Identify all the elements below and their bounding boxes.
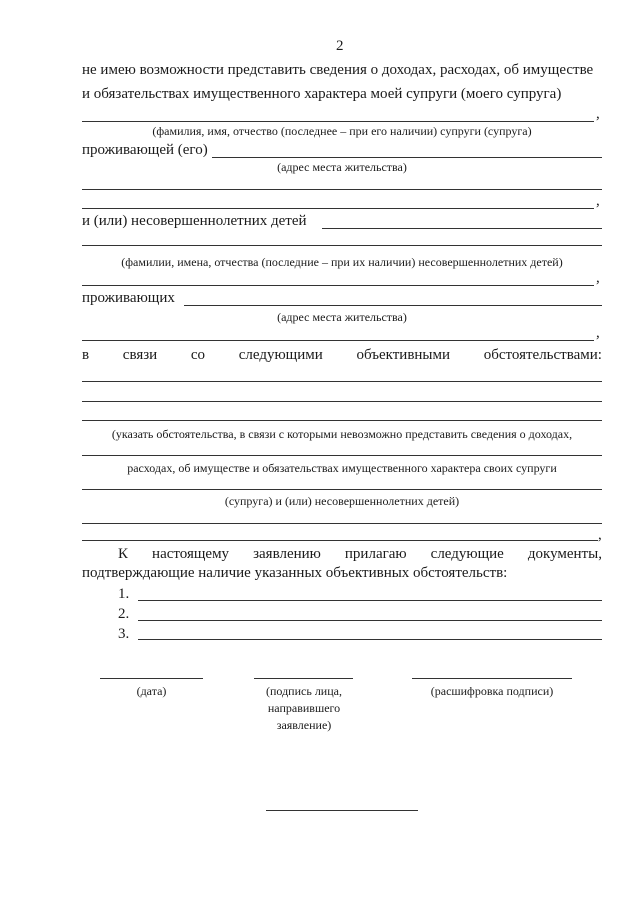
paragraph-line-2: и обязательствах имущественного характера моей супруги (моего супруга) [82,86,562,102]
blank-line [82,401,602,402]
blank-line [82,245,602,246]
blank-line [82,381,602,382]
word: К [118,546,129,562]
blank-line [82,455,602,456]
paragraph-line-1: не имею возможности представить сведения о доходах, расходах, об имуществе [82,62,594,78]
word: заявлению [253,546,321,562]
word: настоящему [152,546,230,562]
comma: , [596,325,600,341]
blank-line [82,420,602,421]
caption-spouse-name: (фамилия, имя, отчество (последнее – при его наличии) супруги (супруга) [152,124,532,138]
word: следующие [430,546,504,562]
signature-decode-line [412,678,572,679]
label-residing-children: проживающих [82,290,175,306]
circumstances-line [82,347,602,364]
caption-address-spouse: (адрес места жительства) [277,160,407,174]
caption-signature-2: направившего [267,701,341,715]
blank-line [82,523,602,524]
blank-line [82,540,598,541]
caption-children-names: (фамилии, имена, отчества (последние – при их наличии) несовершеннолетних детей) [121,255,563,269]
comma: , [598,527,602,543]
caption-signature-decode: (расшифровка подписи) [430,684,554,698]
spouse-name-line [82,121,594,122]
attachments-line-2: подтверждающие наличие указанных объективных обстоятельств: [82,565,508,581]
word: объективными [356,347,451,363]
comma: , [596,106,600,122]
comma: , [596,193,600,209]
caption-signature-1: (подпись лица, [266,684,342,698]
children-address-line [184,305,602,306]
comma: , [596,270,600,286]
word: в [82,347,90,363]
item-line-2 [138,620,602,621]
blank-line [82,189,602,190]
caption-circumstances-1: (указать обстоятельства, в связи с которыми невозможно представить сведения о доходах, [111,427,573,441]
blank-line [82,208,594,209]
spouse-address-line [212,157,602,158]
word: следующими [238,347,323,363]
label-children: и (или) несовершеннолетних детей [82,213,307,229]
caption-circumstances-3: (супруга) и (или) несовершеннолетних детей) [224,494,460,508]
caption-date: (дата) [136,684,167,698]
attachments-line-1 [118,546,602,563]
blank-line [82,340,594,341]
page-number: 2 [336,38,344,54]
caption-address-children: (адрес места жительства) [277,310,407,324]
item-number-3: 3. [118,626,130,642]
word: документы, [527,546,602,562]
word: связи [122,347,158,363]
signature-line [254,678,353,679]
word: обстоятельствами: [483,347,602,363]
item-line-1 [138,600,602,601]
item-line-3 [138,639,602,640]
bottom-separator-line [266,810,418,811]
blank-line [82,489,602,490]
item-number-2: 2. [118,606,130,622]
word: со [190,347,206,363]
item-number-1: 1. [118,586,130,602]
date-line [100,678,203,679]
caption-signature-3: заявление) [276,718,332,732]
children-name-line [322,228,602,229]
blank-line [82,285,594,286]
caption-circumstances-2: расходах, об имуществе и обязательствах имущественного характера своих супруги [127,461,557,475]
word: прилагаю [344,546,407,562]
label-residing-spouse: проживающей (его) [82,142,208,158]
